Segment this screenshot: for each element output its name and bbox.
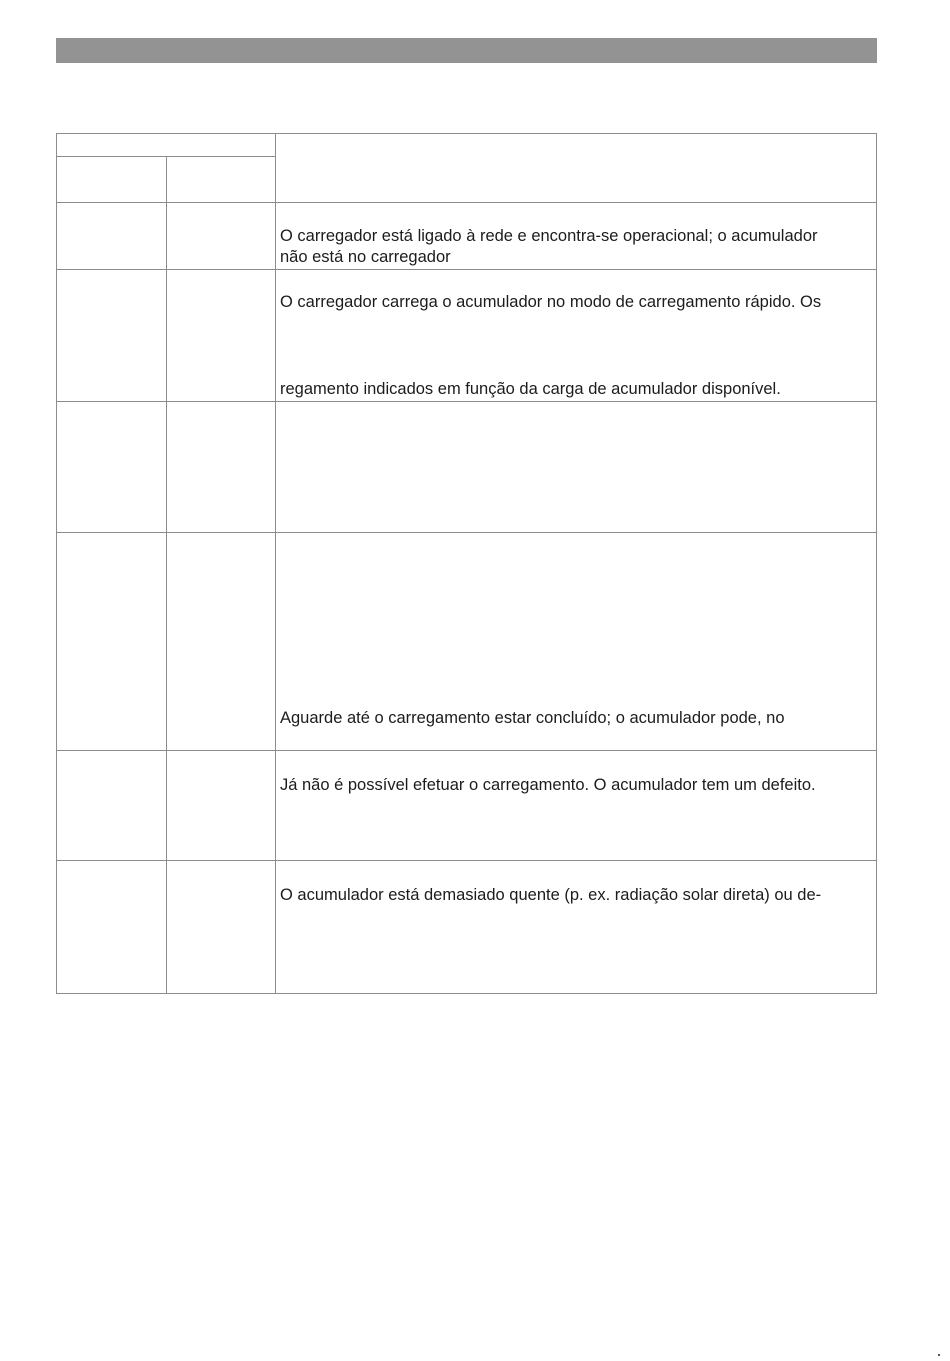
table-row bbox=[56, 269, 167, 402]
row-5-text-line-1: Já não é possível efetuar o carregamento. O acumulador tem um defeito. bbox=[280, 776, 816, 794]
section-header-bar bbox=[56, 38, 877, 63]
table-header-col-2 bbox=[166, 156, 276, 203]
row-4-text-line-1: Aguarde até o carregamento estar concluído; o acumulador pode, no bbox=[280, 709, 785, 727]
table-header-meaning bbox=[275, 133, 877, 203]
row-2-text-line-2: regamento indicados em função da carga de acumulador disponível. bbox=[280, 380, 781, 398]
table-row bbox=[166, 860, 276, 994]
table-row bbox=[56, 532, 167, 751]
table-row bbox=[275, 401, 877, 533]
table-row bbox=[56, 860, 167, 994]
table-row bbox=[56, 750, 167, 861]
row-6-text-line-1: O acumulador está demasiado quente (p. ex. radiação solar direta) ou de- bbox=[280, 886, 822, 904]
table-row bbox=[56, 202, 167, 270]
table-header-group-cell bbox=[56, 133, 276, 157]
row-1-text-line-2: não está no carregador bbox=[280, 248, 451, 266]
table-row bbox=[275, 860, 877, 994]
table-row bbox=[166, 202, 276, 270]
table-row bbox=[166, 269, 276, 402]
table-row bbox=[275, 750, 877, 861]
row-1-text-line-1: O carregador está ligado à rede e encontra-se operacional; o acumulador bbox=[280, 227, 818, 245]
table-row bbox=[166, 750, 276, 861]
table-row bbox=[166, 401, 276, 533]
status-table bbox=[56, 133, 877, 994]
table-header-col-1 bbox=[56, 156, 167, 203]
table-row bbox=[56, 401, 167, 533]
table-row bbox=[166, 532, 276, 751]
page-mark bbox=[938, 1354, 940, 1356]
row-2-text-line-1: O carregador carrega o acumulador no modo de carregamento rápido. Os bbox=[280, 293, 822, 311]
